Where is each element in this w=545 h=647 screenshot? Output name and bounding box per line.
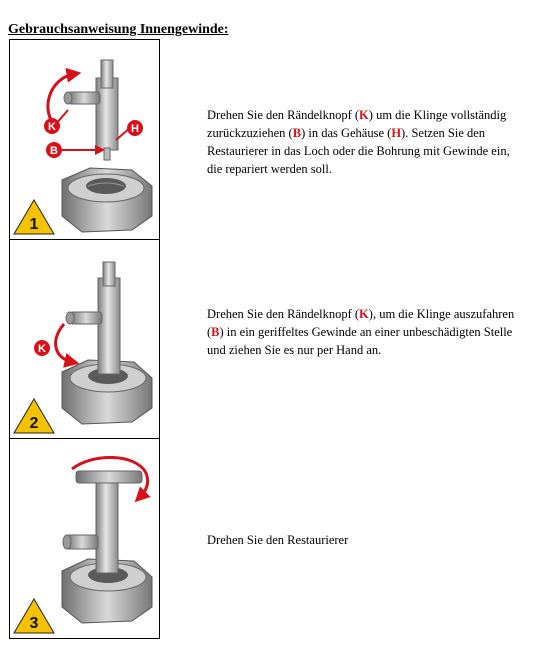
callout-b [46,142,62,158]
svg-text:K: K [48,121,56,133]
step-2-description: Drehen Sie den Rändelknopf (K), um die Klinge auszufahren (B) in ein geriffeltes Gewinde an einer unbeschädigten Stelle und ziehen Sie es nur per Hand an. [207,307,515,357]
tool-retracted-illustration [10,40,159,239]
step-2-illustration [9,239,160,439]
svg-text:B: B [50,145,58,157]
step-3-description: Drehen Sie den Restaurierer [207,533,349,547]
step-number-badge [14,200,54,234]
svg-text:3: 3 [29,615,39,632]
svg-text:H: H [131,123,139,135]
svg-text:2: 2 [29,415,39,432]
step-number-badge [14,599,54,633]
callout-h [127,120,143,136]
step-number-badge [14,399,54,433]
page-title: Gebrauchsanweisung Innengewinde: [8,22,229,37]
tool-inserted-illustration [10,240,159,438]
step-1-description: Drehen Sie den Rändelknopf (K) um die Klinge vollständig zurückzuziehen (B) in das Gehäuse (H). Setzen Sie den Restaurierer in das Loch oder die Bohrung mit Gewinde ein, die repariert werden soll. [207,108,510,176]
callout-k [44,118,60,134]
svg-text:K: K [38,343,46,355]
callout-k [34,340,50,356]
svg-text:1: 1 [29,216,39,233]
step-3-illustration [9,438,160,639]
step-1-illustration [9,39,160,240]
tool-turning-illustration [10,439,159,638]
